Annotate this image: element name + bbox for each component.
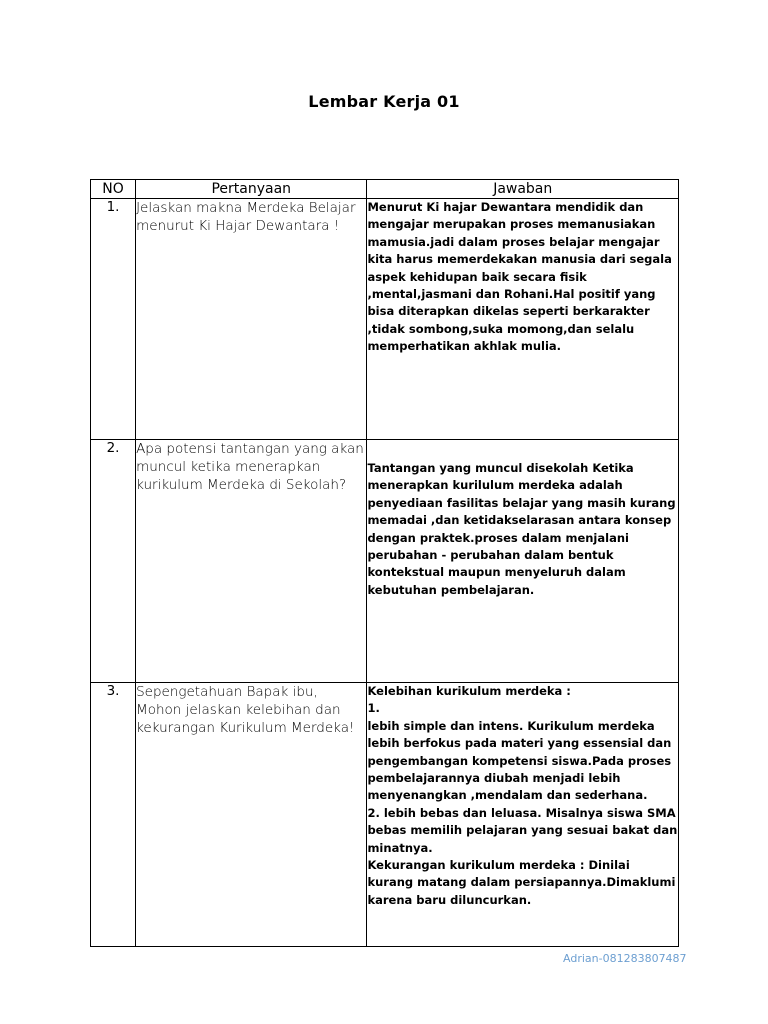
header-answer: Jawaban [367, 180, 679, 199]
table-row [91, 199, 679, 440]
row-number: 3. [91, 683, 136, 947]
table-header-row [91, 180, 679, 199]
answer-cell: Tantangan yang muncul disekolah Ketika menerapkan kurilulum merdeka adalah penyediaan fasilitas belajar yang masih kurang memadai ,dan ketidakselarasan antara konsep dengan praktek.proses dalam menjalani perubahan - perubahan dalam bentuk kontekstual maupun menyeluruh dalam kebutuhan pembelajaran. [367, 440, 679, 683]
row-number: 2. [91, 440, 136, 683]
question-cell: Jelaskan makna Merdeka Belajar menurut Ki Hajar Dewantara ! [136, 199, 367, 440]
table-row [91, 683, 679, 947]
page-title: Lembar Kerja 01 [308, 92, 460, 111]
author-footer: Adrian-081283807487 [563, 952, 687, 965]
header-no: NO [91, 180, 136, 199]
worksheet-table [90, 179, 679, 947]
question-cell: Sepengetahuan Bapak ibu, Mohon jelaskan kelebihan dan kekurangan Kurikulum Merdeka! [136, 683, 367, 947]
answer-cell: Kelebihan kurikulum merdeka : 1. lebih simple dan intens. Kurikulum merdeka lebih berfokus pada materi yang essensial dan pengembangan kompetensi siswa.Pada proses pembelajarannya diubah menjadi lebih menyenangkan ,mendalam dan sederhana. 2. lebih bebas dan leluasa. Misalnya siswa SMA bebas memilih pelajaran yang sesuai bakat dan minatnya. Kekurangan kurikulum merdeka : Dinilai kurang matang dalam persiapannya.Dimaklumi karena baru diluncurkan. [367, 683, 679, 947]
table-row [91, 440, 679, 683]
question-cell: Apa potensi tantangan yang akan muncul ketika menerapkan kurikulum Merdeka di Sekolah? [136, 440, 367, 683]
header-question: Pertanyaan [136, 180, 367, 199]
row-number: 1. [91, 199, 136, 440]
answer-cell: Menurut Ki hajar Dewantara mendidik dan mengajar merupakan proses memanusiakan mamusia.jadi dalam proses belajar mengajar kita harus memerdekakan manusia dari segala aspek kehidupan baik secara fisik ,mental,jasmani dan Rohani.Hal positif yang bisa diterapkan dikelas seperti berkarakter ,tidak sombong,suka momong,dan selalu memperhatikan akhlak mulia. [367, 199, 679, 440]
